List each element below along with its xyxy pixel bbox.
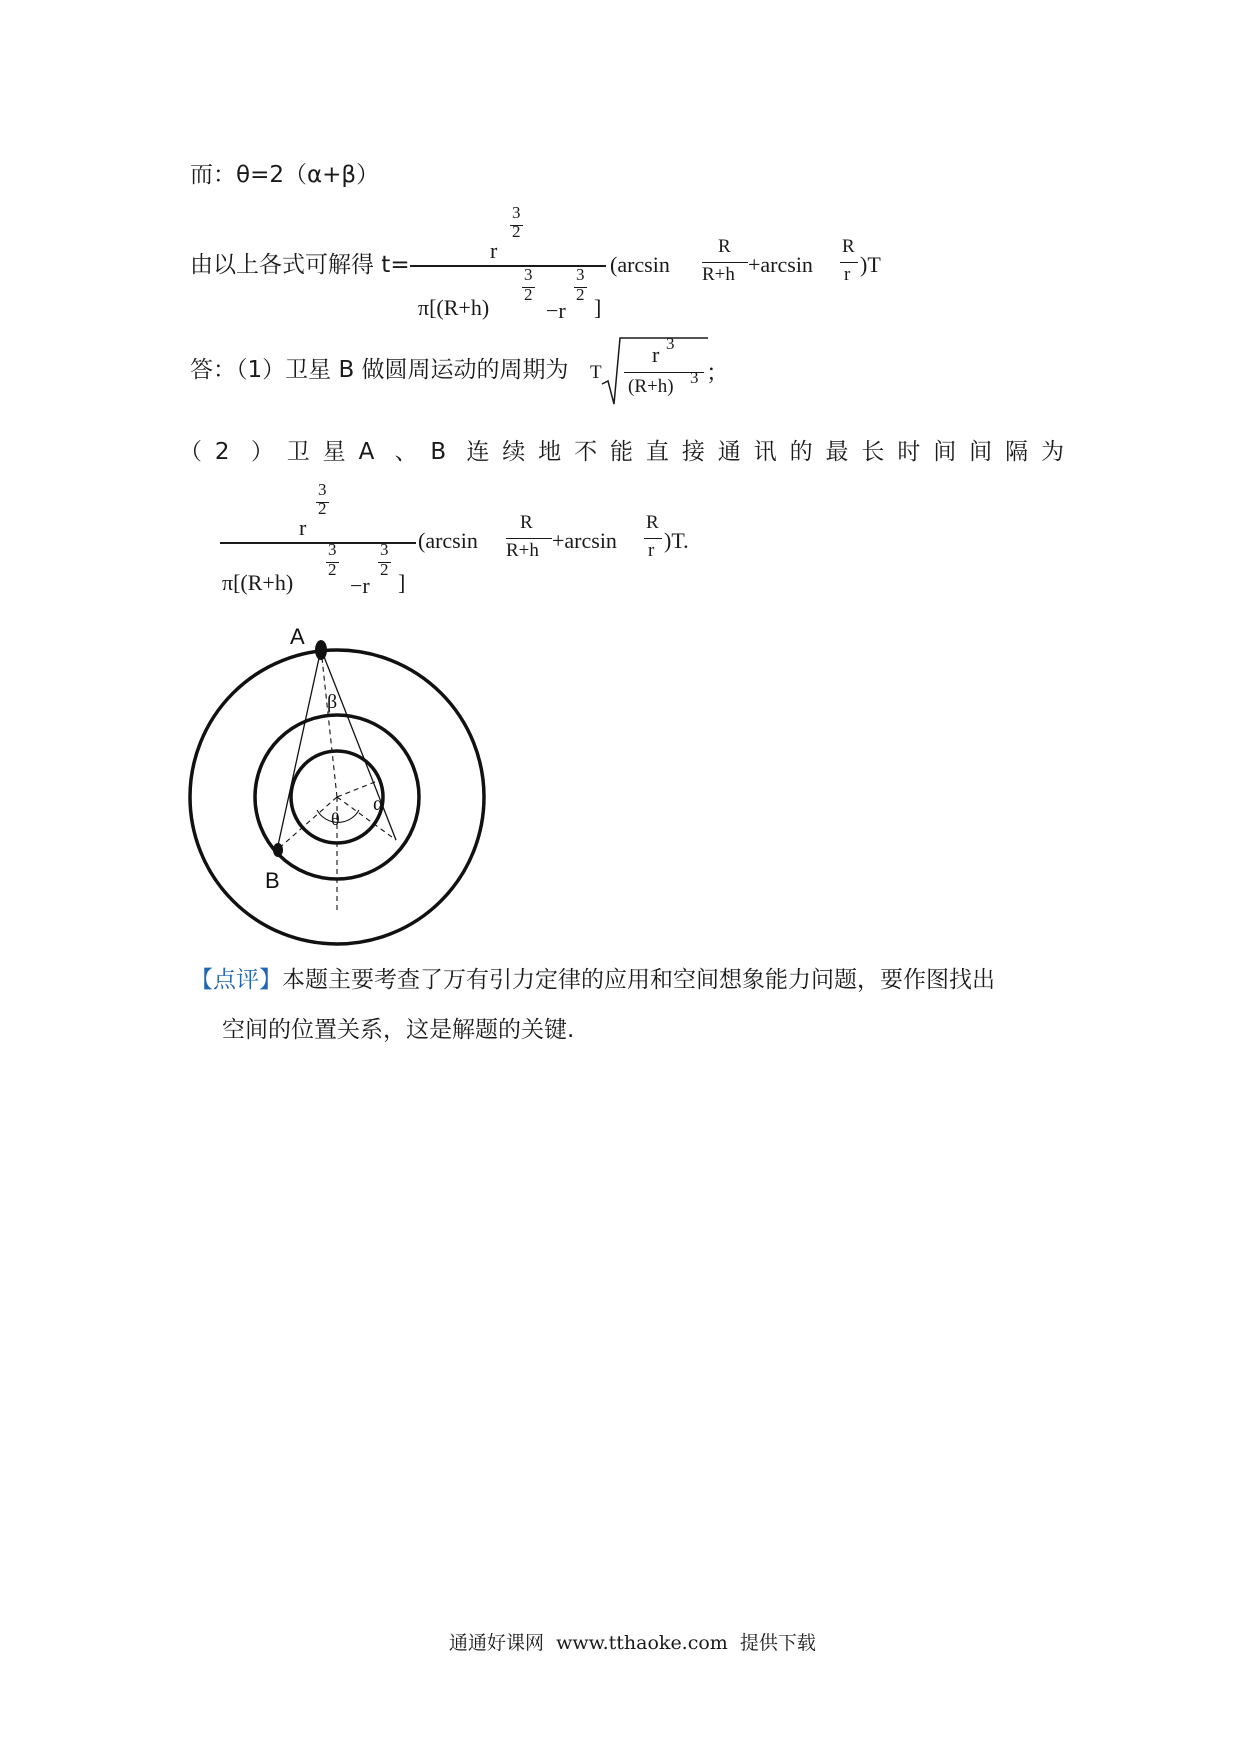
answer-2-char: 的 xyxy=(789,439,813,465)
label-theta: θ xyxy=(331,809,340,829)
footer-text: 通通好课网 www.tthaoke.com 提供下载 xyxy=(449,1632,816,1654)
answer-2-char: ） xyxy=(250,439,274,465)
answer-2-char: 能 xyxy=(610,439,633,465)
a2-f1-den: R+h xyxy=(506,540,539,561)
t-num-exp-top: 3 xyxy=(512,203,521,222)
answer-2-char: 星 xyxy=(322,439,346,465)
a2-plus: +arcsin xyxy=(552,528,617,553)
a2-den-pi: π[(R+h) xyxy=(222,570,294,595)
a2-f2-num: R xyxy=(646,512,659,533)
answer-2-char: 连 xyxy=(466,439,490,465)
a2-den-exp1-top: 3 xyxy=(328,540,337,559)
a2-den-close: ] xyxy=(398,570,406,595)
answer-2-char: 为 xyxy=(1041,439,1064,465)
t-open: (arcsin xyxy=(610,252,670,277)
answer-2-char: B xyxy=(430,439,447,465)
answer-2-char: 接 xyxy=(681,439,705,465)
orbit-diagram xyxy=(185,620,505,950)
answer-1-den-exp: 3 xyxy=(690,368,699,387)
satellite-b-dot xyxy=(273,843,283,857)
comment-line-2 xyxy=(222,1015,574,1045)
a2-den-exp2-top: 3 xyxy=(380,540,389,559)
a2-f2-den: r xyxy=(648,540,655,561)
a2-open: (arcsin xyxy=(418,528,478,553)
t-num-exp-bot: 2 xyxy=(512,222,521,241)
theta-lead: 而： xyxy=(190,162,236,188)
dashed-radius-a xyxy=(321,649,337,797)
t-f2-den: r xyxy=(844,264,851,285)
answer-2-char: 、 xyxy=(394,439,418,465)
satellite-a-dot xyxy=(315,640,327,660)
a2-num-base: r xyxy=(299,515,307,540)
answer-2-char: 直 xyxy=(645,439,669,465)
answer-2-char: 隔 xyxy=(1005,439,1029,465)
answer-2-formula xyxy=(0,0,1240,620)
t-formula-lead: 由以上各式可解得 t= xyxy=(190,252,410,278)
answer-2-char: 最 xyxy=(825,439,849,465)
a2-close: )T. xyxy=(664,528,689,553)
comment-line-1 xyxy=(190,965,995,995)
a2-den-exp1-bot: 2 xyxy=(328,560,337,579)
answer-2-char: 卫 xyxy=(286,439,310,465)
answer-2-char: 通 xyxy=(717,439,741,465)
answer-1-text: 答：（1）卫星 B 做圆周运动的周期为 xyxy=(190,357,569,383)
answer-1-num-exp: 3 xyxy=(666,334,675,353)
answer-2-char: 不 xyxy=(574,439,598,465)
t-den-exp2-top: 3 xyxy=(576,265,585,284)
answer-2-char: 续 xyxy=(502,439,526,465)
comment-text-2: 空间的位置关系，这是解题的关键. xyxy=(222,1017,575,1043)
a2-f1-num: R xyxy=(520,512,533,533)
answer-1-T: T xyxy=(590,362,602,383)
label-alpha: α xyxy=(373,793,384,815)
a2-den-mid: −r xyxy=(350,573,370,598)
t-f1-den: R+h xyxy=(702,264,735,285)
answer-2-char: 间 xyxy=(969,439,993,465)
t-den-close: ] xyxy=(594,295,602,320)
t-f1-num: R xyxy=(718,236,731,257)
a2-num-exp-bot: 2 xyxy=(318,499,327,518)
a2-num-exp-top: 3 xyxy=(318,480,327,499)
answer-2-char: 时 xyxy=(897,439,921,465)
t-close: )T xyxy=(860,252,881,277)
label-beta: β xyxy=(327,691,338,713)
answer-1-end: ； xyxy=(706,360,729,386)
answer-2-char: A xyxy=(358,439,375,465)
answer-2-char: 2 xyxy=(214,439,230,465)
answer-2-char: 讯 xyxy=(753,439,777,465)
t-den-exp1-top: 3 xyxy=(524,265,533,284)
t-f2-num: R xyxy=(842,236,855,257)
a2-den-exp2-bot: 2 xyxy=(380,560,389,579)
t-den-pi: π[(R+h) xyxy=(418,295,490,320)
answer-2-char: 地 xyxy=(538,439,562,465)
answer-1-num: r xyxy=(652,342,660,367)
comment-tag: 【点评】 xyxy=(190,967,282,993)
answer-2-char: 间 xyxy=(933,439,957,465)
t-den-exp1-bot: 2 xyxy=(524,285,533,304)
t-num-base: r xyxy=(490,238,498,263)
answer-2-char: 长 xyxy=(861,439,885,465)
label-b: B xyxy=(265,868,280,893)
answer-2-char: （ xyxy=(179,439,202,465)
t-den-mid: −r xyxy=(546,298,566,323)
label-a: A xyxy=(290,624,305,649)
comment-text-1: 本题主要考查了万有引力定律的应用和空间想象能力问题，要作图找出 xyxy=(282,967,995,993)
answer-1-den: (R+h) xyxy=(628,376,674,397)
t-plus: +arcsin xyxy=(748,252,813,277)
theta-expr: θ=2（α+β） xyxy=(236,162,380,188)
t-den-exp2-bot: 2 xyxy=(576,285,585,304)
